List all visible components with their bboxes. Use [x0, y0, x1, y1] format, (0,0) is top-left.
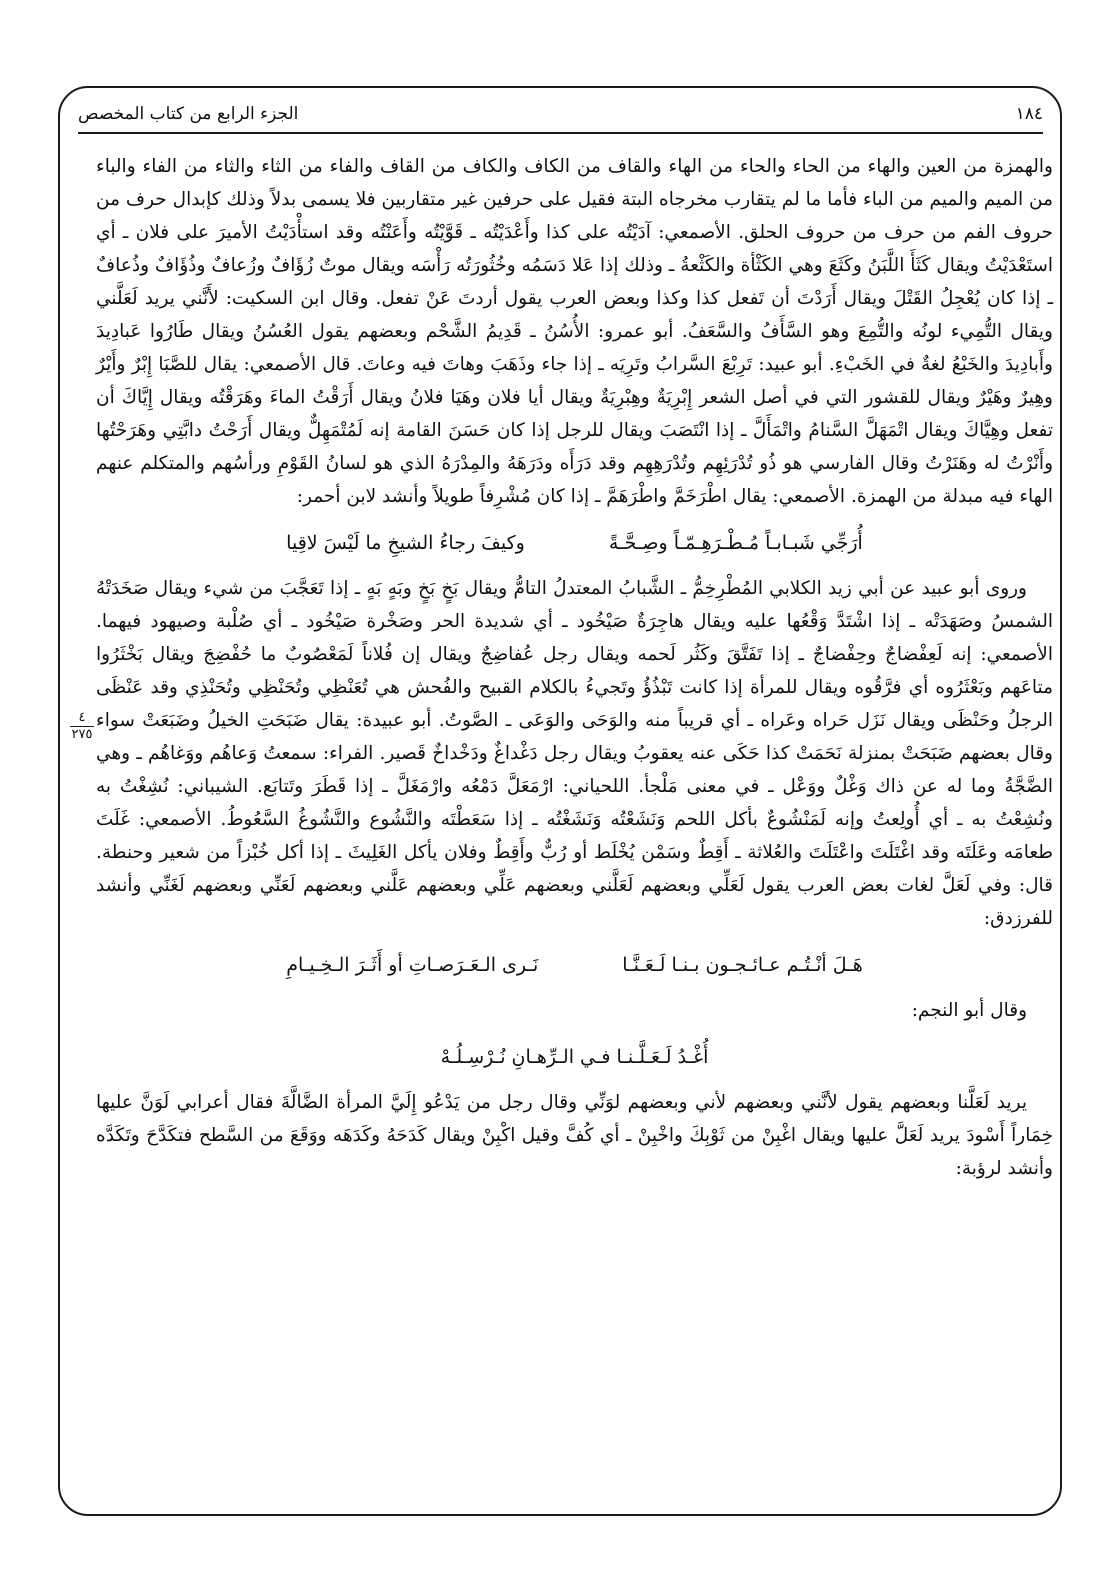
verse-3-line: أُغْـدُ لَـعَـلَّـنـا فـي الـرِّهـانِ نُـرْسِـلُـهْ [440, 1046, 709, 1068]
verse-1-first-hemistich: أُرَجِّي شَبـابـاً مُـطْـرَهِـمّـاً وصِـحَّـةً [608, 532, 863, 554]
page-header [78, 96, 1043, 134]
verse-3-introduction: وقال أبو النجم: [911, 1000, 1027, 1021]
page-number: ١٨٤ [1015, 104, 1043, 124]
verse-1 [96, 526, 1053, 560]
running-title: الجزء الرابع من كتاب المخصص [78, 104, 299, 124]
body-paragraph-4: يريد لَعَلَّنا وبعضهم يقول لأنَّني وبعضهم لأني وبعضهم لوَنِّي وقال رجل من يَدْعُو إِلَيَّ المرأة الضَّالَّةَ فقال أعرابي لَوَنَّ عليها خِمَاراً أَسْودَ يريد لَعَلَّ عليها ويقال اغْبِنْ من ثَوْبِكَ واخْبِنْ ـ أي كُفَّ وقيل اكْبِنْ ويقال كَدَحَهُ وكَدَهَه ووَقَعَ من السَّطح فتكَدَّحَ وتَكَدَّه وأنشد لرؤبة: [96, 1092, 1053, 1179]
verse-3 [96, 1040, 1053, 1074]
body-paragraph-2: وروى أبو عبيد عن أبي زيد الكلابي المُطْرِخِمُّ ـ الشَّبابُ المعتدلُ التامُّ ويقال بَخٍ بَخٍ وبَهٍ بَهٍ ـ إذا تَعَجَّبَ من شيء ويقال صَخَدَتْهُ الشمسُ وصَهَدَتْه ـ إذا اشْتَدَّ وَقْعُها عليه ويقال هاجِرَةٌ صَيْخُود ـ أي شديدة الحر وصَخْرة صَيْخُود ـ أي صُلْبة وصيهود فيهما. الأصمعي: إنه لَعِفْضاجٌ وحِفْضاجٌ ـ إذا تَفَتَّقَ وكَثُر لَحمه ويقال رجل عُفاضِجٌ ويقال إن فُلاناً لَمَعْصُوبٌ ما حُفْضِجَ ويقال بَخْثَرُوا متاعَهم وبَعْثَرُوه أي فرَّقُوه ويقال للمرأة إذا كانت تَبْذُؤُ وتَجيءُ بالكلام القبيح والفُحش هي تُعَنْظِي وتُحَنْظِي وتُحَنْذِي وقد عَنْظَى الرجلُ وحَنْظَى ويقال نَزَل حَراه وعَراه ـ أي قريباً منه والوَحَى والوَعَى ـ الصَّوتُ. أبو عبيدة: يقال ضَبَحَتِ الخيلُ وضَبَعَتْ سواء وقال بعضهم ضَبَحَتْ بمنزلة نَحَمَتْ كذا حَكَى عنه يعقوبُ ويقال رجل دَغْداغٌ ودَخْداخٌ قَصير. الفراء: سمعتُ وَعاهُم ووَغاهُم ـ وهي الضَّجَّةُ وما له عن ذاك وَغْلٌ ووَعْل ـ في معنى مَلْجأ. اللحياني: ارْمَعَلَّ دَمْعُه وارْمَغَلَّ ـ إذا قَطَرَ وتَتابَع. الشيباني: نُشِغْتُ به ونُشِعْتُ به ـ أي أُولِعتُ وإنه لَمَنْشُوعٌ بأكل اللحم وَنَشَعْتُه وَنَشَغْتُه ـ إذا سَعَطْتَه والنَّشُوع والنَّشُوغُ السَّعُوطُ. الأصمعي: غَلَتَ طعامَه وعَلَتَه وقد اغْتَلَتَ واعْتَلَتَ والعُلاثة ـ أَقِطٌ وسَمْن يُخْلَط أو رُبٌّ وأَقِطٌ وفلان يأكل الغَلِيثَ ـ إذا أكل خُبْزاً من شعير وحنطة. قال: وفي لَعَلَّ لغات بعض العرب يقول لَعَلِّي وبعضهم لَعَلَّني وبعضهم عَلِّي وبعضهم عَلَّني وبعضهم لَعَنِّي وبعضهم لَغَنِّي وأنشد للفرزدق: [96, 578, 1053, 929]
body-paragraph-1: والهمزة من العين والهاء من الحاء والحاء من الهاء والقاف من الكاف والكاف من القاف والفاء من الثاء والثاء من الفاء والباء من الميم والميم من الباء فأما ما لم يتقارب مخرجاه البتة فقيل على حرفين غير متقاربين فلا يسمى بدلاً وذلك كإبدال حرف من حروف الفم من حرف من حروف الحلق. الأصمعي: آدَيْتُه على كذا وأَعْدَيْتُه ـ قَوَّيْتُه وأَعَنْتُه وقد استأْدَيْتُ الأميرَ على فلان ـ أي استَعْدَيْتُ ويقال كَثَأَ اللَّبَنُ وكَثَعَ وهي الكَثْأة والكَثْعةُ ـ وذلك إذا عَلا دَسَمُه وخُثُورَتُه رَأْسَه ويقال موتٌ زُؤَافٌ وزُعافٌ وذُؤَافٌ وذُعافٌ ـ إذا كان يُعْجِلُ القَتْلَ ويقال أَرَدْتَ أن تَفعل كذا وكذا وبعض العرب يقول أردتَ عَنْ تفعل. وقال ابن السكيت: لأَنَّني يريد لَعَلَّني ويقال التُّمِيء لونُه والتُّمِعَ وهو السَّأَفُ والسَّعَفُ. أبو عمرو: الأُسُنُ ـ قَدِيمُ الشَّحْم وبعضهم يقول العُسُنُ ويقال طَارُوا عَبادِيدَ وأَبادِيدَ والخَبْعُ لغةٌ في الخَبْءِ. أبو عبيد: تَرِبْعَ السَّرابُ وتَرِيَه ـ إذا جاء وذَهَبَ وهاتَ فيه وعاتَ. قال الأصمعي: يقال للصَّبَا إِبْرٌ وأَيْرٌ وهِيرٌ وهَيْرٌ ويقال للقشور التي في أصل الشعر إِبْرِيَةٌ وهِبْرِيَةٌ ويقال أيا فلان وهَيَا فلانُ ويقال أَرَقْتُ الماءَ وهَرَقْتُه ويقال إِيَّاكَ أن تفعل وهِيَّاكَ ويقال اتْمَهَلَّ السَّنامُ واتْمَأَلَّ ـ إذا انْتَصَبَ ويقال للرجل إذا كان حَسَنَ القامة إنه لَمُتْمَهِلٌّ ويقال أَرَحْتُ دابَّتِي وهَرَحْتُها وأَنْرْتُ له وهَنَرْتُ وقال الفارسي هو ذُو تُدْرَئِهِم وتُدْرَهِهِم وقد دَرَأَه ودَرَهَهُ والمِدْرَهُ الذي هو لسانُ القَوْمِ ورأسُهم والمتكلم عنهم الهاء فيه مبدلة من الهمزة. الأصمعي: يقال اطْرَخَمَّ واطْرَهَمَّ ـ إذا كان مُشْرِفاً طويلاً وأنشد لابن أحمر: [96, 156, 1053, 507]
margin-reference [70, 712, 94, 741]
verse-2-first-hemistich: هَـلَ أنْـتُـم عـائـجـون بـنـا لَـعَـنَّـا [622, 954, 863, 976]
verse-2 [96, 948, 1053, 982]
main-text [96, 150, 1053, 1185]
verse-1-second-hemistich: وكيفَ رجاءُ الشيخِ ما لَيْسَ لاقِيا [286, 532, 525, 554]
margin-reference-bottom: ٢٧٥ [71, 727, 93, 742]
verse-2-second-hemistich: نَـرى الـعَـرَصـاتِ أو أَثَـرَ الـخِـيـامِ [286, 954, 539, 976]
margin-reference-top: ٤ [78, 710, 86, 725]
